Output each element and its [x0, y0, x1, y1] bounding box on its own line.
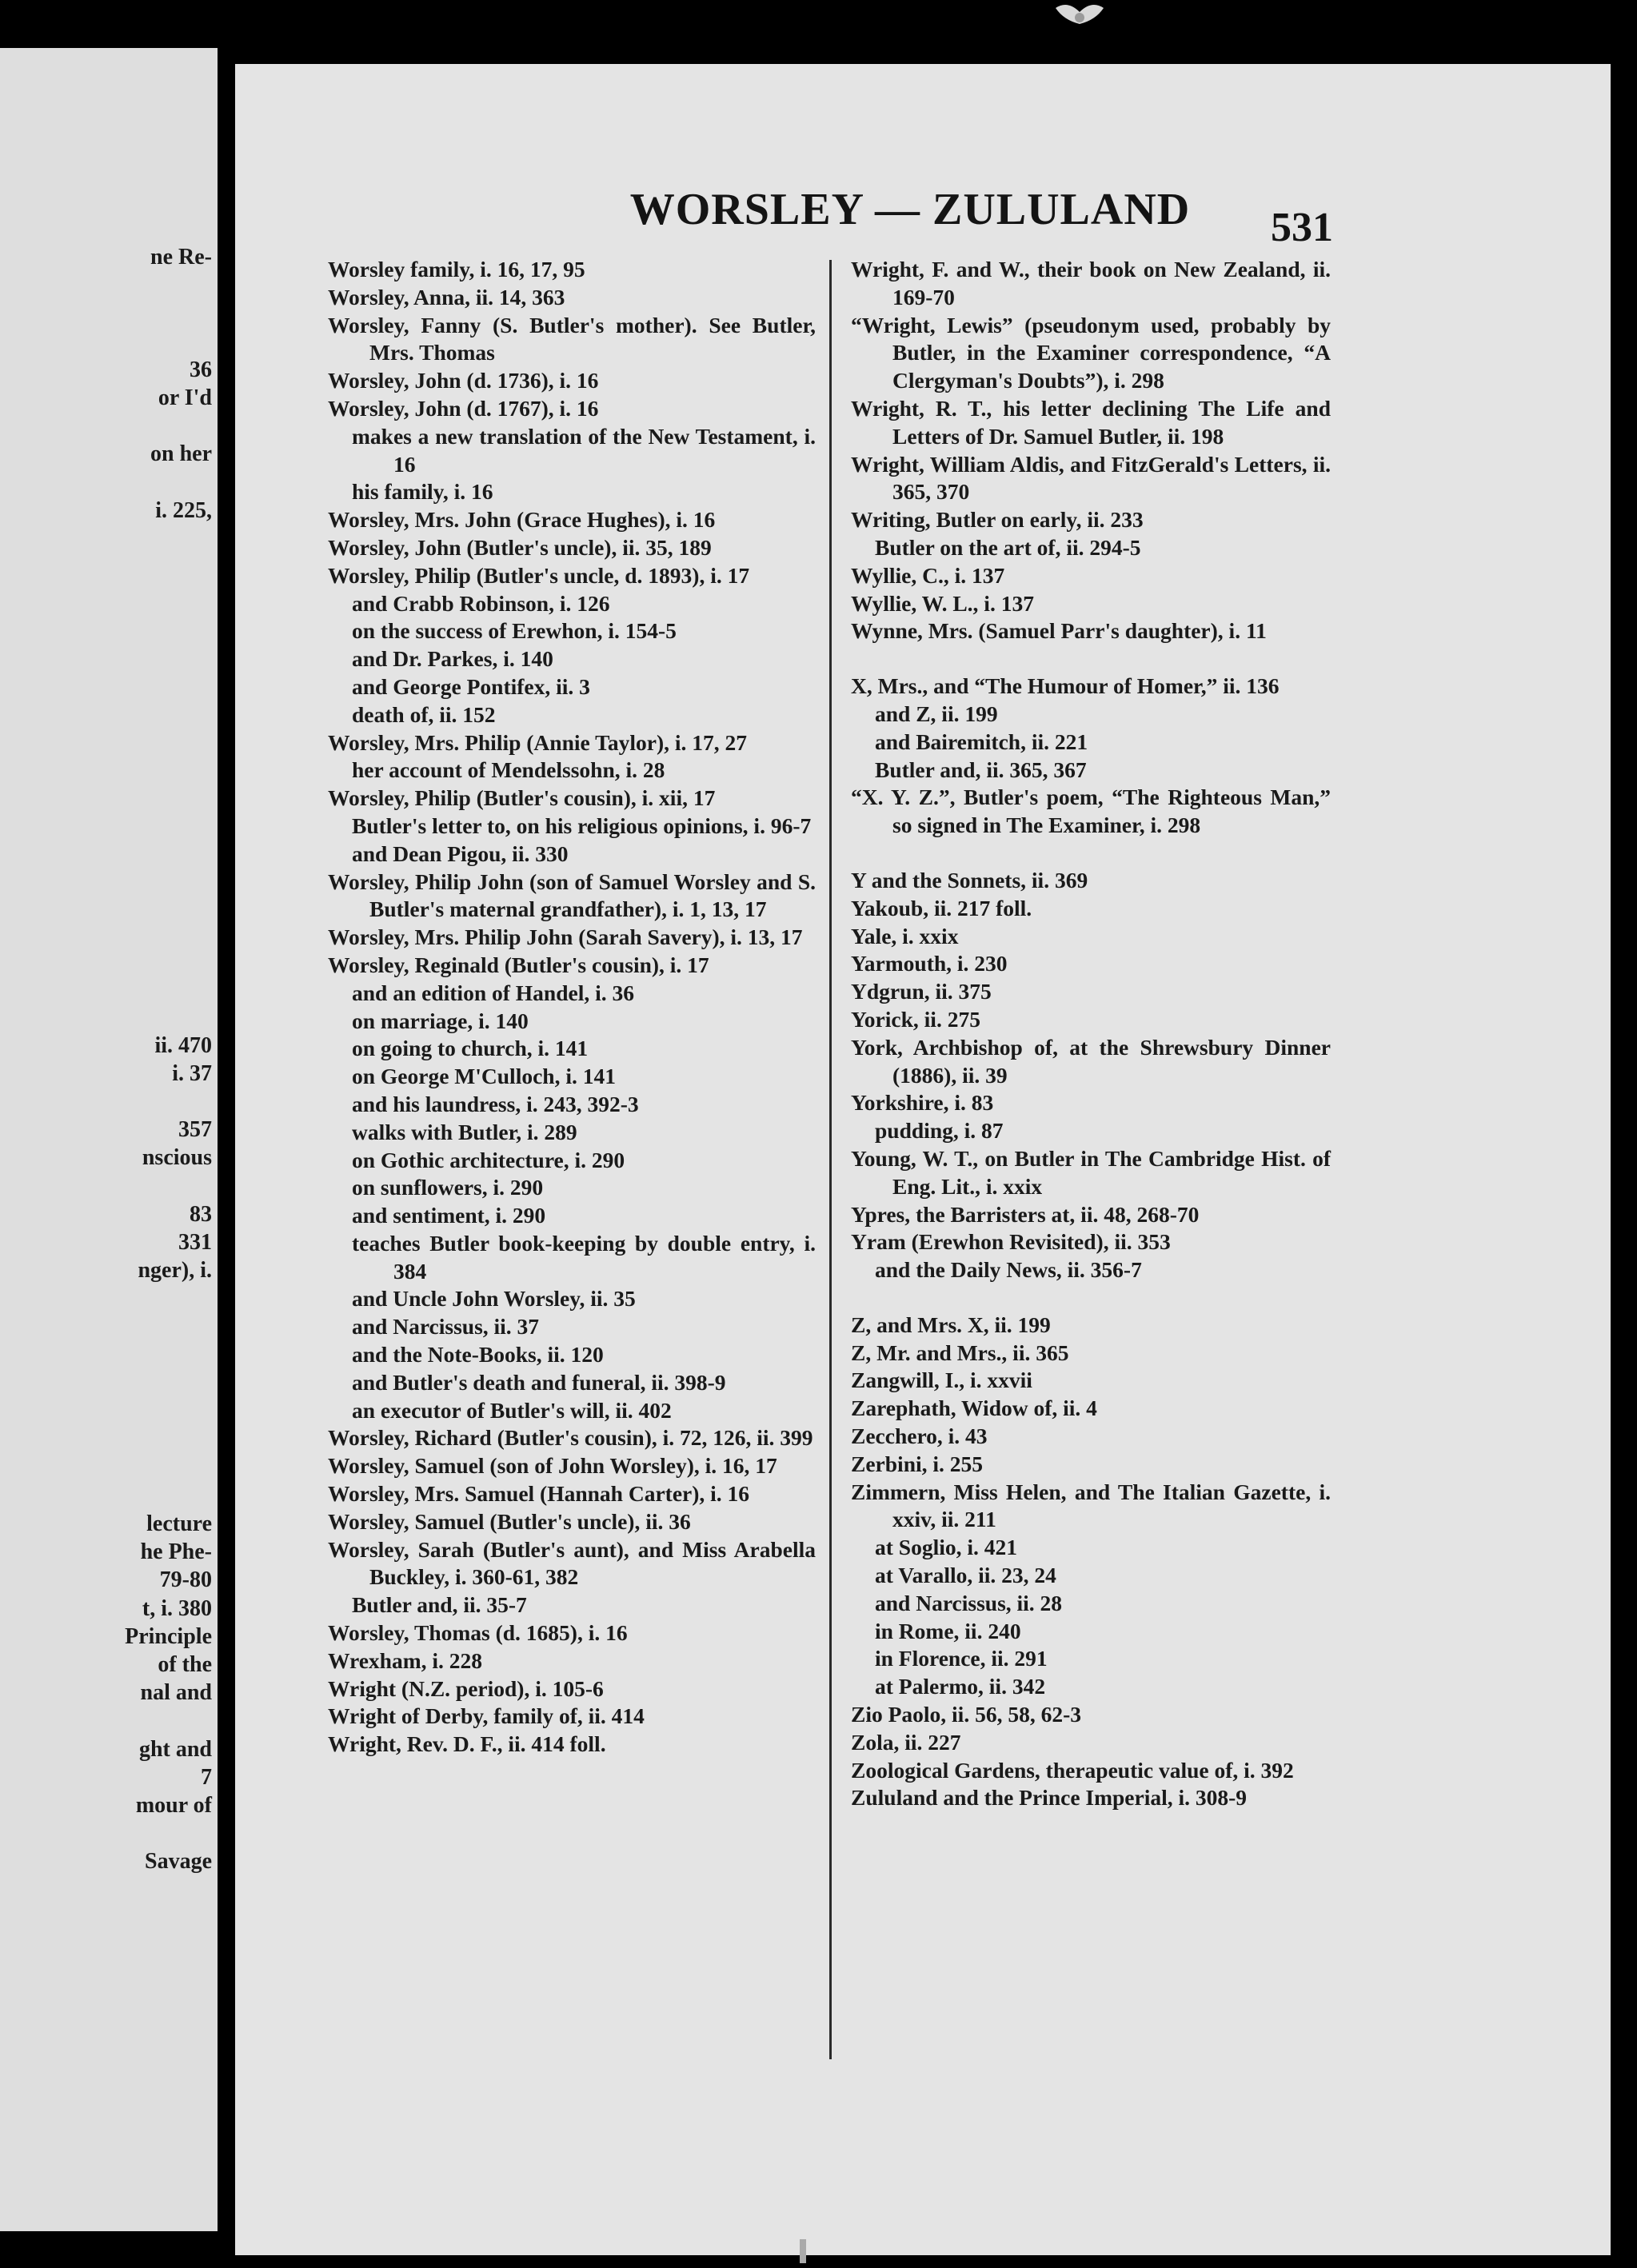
index-entry: Worsley, John (d. 1767), i. 16	[328, 395, 599, 421]
facing-page-fragment: 357	[178, 1117, 212, 1143]
index-subentry: Butler on the art of, ii. 294-5	[875, 534, 1141, 560]
index-subentry: in Rome, ii. 240	[875, 1618, 1021, 1643]
facing-page-fragment: i. 37	[172, 1060, 212, 1086]
index-entry: Zecchero, i. 43	[851, 1423, 988, 1449]
index-subentry: an executor of Butler's will, ii. 402	[352, 1397, 672, 1423]
index-subentry: at Palermo, ii. 342	[875, 1674, 1046, 1699]
index-subentry: Butler's letter to, on his religious opinions, i. 96-7	[352, 813, 812, 838]
index-entry: Worsley, Philip John (son of Samuel Worsley and S. Butler's maternal grandfather), i. 1, 13, 17	[328, 868, 816, 922]
facing-page-fragment: 331	[178, 1230, 212, 1255]
index-subentry: at Soglio, i. 421	[875, 1535, 1017, 1560]
index-subentry: and the Note-Books, ii. 120	[352, 1342, 604, 1368]
index-entry: Worsley, Mrs. Philip John (Sarah Savery), i. 13, 17	[328, 924, 803, 950]
facing-page-fragment: 79-80	[159, 1567, 212, 1593]
index-entry: Wynne, Mrs. (Samuel Parr's daughter), i. 11	[851, 618, 1267, 644]
page-header-title: WORSLEY — ZULULAND	[629, 185, 1191, 234]
index-entry: Wright of Derby, family of, ii. 414	[328, 1703, 645, 1729]
index-entry: Yarmouth, i. 230	[851, 951, 1008, 976]
index-entry: Zangwill, I., i. xxvii	[851, 1368, 1032, 1393]
index-entry: Worsley, Mrs. Samuel (Hannah Carter), i. 16	[328, 1481, 750, 1507]
index-entry: Ydgrun, ii. 375	[851, 979, 992, 1004]
index-entry: X, Mrs., and “The Humour of Homer,” ii. 136	[851, 673, 1280, 699]
index-entry: Worsley, Samuel (son of John Worsley), i. 16, 17	[328, 1453, 777, 1479]
index-entry: Worsley, Philip (Butler's cousin), i. xii, 17	[328, 785, 716, 811]
facing-page-fragment: lecture	[146, 1511, 212, 1536]
index-subentry: and Dean Pigou, ii. 330	[352, 841, 569, 866]
index-entry: Ypres, the Barristers at, ii. 48, 268-70	[851, 1201, 1200, 1227]
index-entry: Zarephath, Widow of, ii. 4	[851, 1396, 1097, 1421]
facing-page-fragment: ght and	[138, 1736, 212, 1762]
facing-page-fragment: 7	[201, 1764, 212, 1790]
section-gap	[851, 645, 1331, 673]
index-subentry: in Florence, ii. 291	[875, 1646, 1048, 1671]
facing-page-fragment: mour of	[135, 1793, 212, 1818]
index-entry: Yorick, ii. 275	[851, 1006, 980, 1032]
index-subentry: and Narcissus, ii. 28	[875, 1590, 1063, 1615]
facing-page-fragment: or I'd	[158, 385, 212, 410]
index-entry: Wright, R. T., his letter declining The Life and Letters of Dr. Samuel Butler, ii. 198	[851, 395, 1331, 449]
index-entry: Yakoub, ii. 217 foll.	[851, 895, 1032, 920]
index-entry: Worsley, John (Butler's uncle), ii. 35, 189	[328, 534, 712, 560]
index-subentry: and Bairemitch, ii. 221	[875, 729, 1088, 754]
index-entry: Young, W. T., on Butler in The Cambridge Hist. of Eng. Lit., i. xxix	[851, 1145, 1331, 1199]
facing-page-edge	[0, 48, 218, 2231]
index-entry: Worsley, Richard (Butler's cousin), i. 72, 126, ii. 399	[328, 1425, 813, 1451]
index-subentry: teaches Butler book-keeping by double entry, i. 384	[352, 1230, 816, 1284]
index-entry: Z, Mr. and Mrs., ii. 365	[851, 1340, 1069, 1365]
index-entry: Wright, Rev. D. F., ii. 414 foll.	[328, 1731, 606, 1757]
index-subentry: and George Pontifex, ii. 3	[352, 673, 590, 699]
facing-page-fragment: on her	[150, 441, 212, 467]
facing-page-fragment: nal and	[140, 1680, 212, 1706]
index-subentry: pudding, i. 87	[875, 1118, 1004, 1144]
index-entry: Worsley, Mrs. John (Grace Hughes), i. 16	[328, 507, 716, 533]
column-divider	[829, 260, 832, 2059]
facing-page-fragment: nger), i.	[138, 1258, 212, 1284]
index-entry: Zululand and the Prince Imperial, i. 308-9	[851, 1785, 1248, 1811]
index-subentry: Butler and, ii. 35-7	[352, 1592, 527, 1618]
index-subentry: her account of Mendelssohn, i. 28	[352, 757, 665, 783]
section-gap	[851, 1284, 1331, 1312]
index-entry: Yram (Erewhon Revisited), ii. 353	[851, 1229, 1171, 1255]
index-subentry: and Butler's death and funeral, ii. 398-9	[352, 1369, 726, 1395]
index-entry: Yorkshire, i. 83	[851, 1090, 994, 1116]
index-subentry: on marriage, i. 140	[352, 1008, 529, 1033]
ornament-icon	[1048, 0, 1112, 40]
index-page	[235, 64, 1611, 2255]
index-subentry: and Uncle John Worsley, ii. 35	[352, 1286, 636, 1312]
section-gap	[851, 840, 1331, 867]
index-entry: Zola, ii. 227	[851, 1729, 961, 1755]
index-subentry: on George M'Culloch, i. 141	[352, 1064, 616, 1089]
page-edge-mark	[800, 2239, 806, 2263]
index-entry: Zio Paolo, ii. 56, 58, 62-3	[851, 1702, 1081, 1727]
index-entry: “Wright, Lewis” (pseudonym used, probably by Butler, in the Examiner correspondence, “A Clergyman's Doubts”), i. 298	[851, 312, 1331, 393]
index-entry: Wrexham, i. 228	[328, 1647, 483, 1673]
index-subentry: and his laundress, i. 243, 392-3	[352, 1091, 639, 1116]
index-entry: Writing, Butler on early, ii. 233	[851, 507, 1144, 533]
index-entry: Worsley, Mrs. Philip (Annie Taylor), i. 17, 27	[328, 729, 748, 755]
index-subentry: on the success of Erewhon, i. 154-5	[352, 618, 677, 644]
index-subentry: and an edition of Handel, i. 36	[352, 980, 634, 1005]
facing-page-fragment: nscious	[142, 1145, 212, 1171]
facing-page-fragment: ne Re-	[150, 245, 212, 270]
index-subentry: and the Daily News, ii. 356-7	[875, 1257, 1142, 1283]
facing-page-fragment: 83	[190, 1201, 212, 1227]
index-subentry: makes a new translation of the New Testament, i. 16	[352, 423, 816, 477]
index-entry: Wright (N.Z. period), i. 105-6	[328, 1675, 604, 1701]
index-subentry: at Varallo, ii. 23, 24	[875, 1563, 1056, 1588]
facing-page-fragment: he Phe-	[140, 1539, 212, 1565]
facing-page-fragment: Savage	[145, 1849, 212, 1875]
index-entry: Worsley family, i. 16, 17, 95	[328, 257, 585, 282]
index-column-right	[851, 256, 1331, 1812]
index-subentry: on going to church, i. 141	[352, 1036, 589, 1061]
index-entry: Worsley, Anna, ii. 14, 363	[328, 284, 565, 309]
index-entry: Y and the Sonnets, ii. 369	[851, 867, 1088, 892]
index-entry: Worsley, Reginald (Butler's cousin), i. 17	[328, 952, 709, 977]
index-entry: Zimmern, Miss Helen, and The Italian Gazette, i. xxiv, ii. 211	[851, 1479, 1331, 1532]
index-entry: Zoological Gardens, therapeutic value of, i. 392	[851, 1757, 1294, 1783]
index-entry: Worsley, Philip (Butler's uncle, d. 1893), i. 17	[328, 562, 750, 588]
facing-page-fragment: i. 225,	[155, 497, 212, 523]
index-entry: Z, and Mrs. X, ii. 199	[851, 1312, 1051, 1337]
index-subentry: and Z, ii. 199	[875, 701, 998, 726]
book-gutter	[218, 32, 235, 2263]
index-entry: Worsley, John (d. 1736), i. 16	[328, 368, 599, 393]
index-entry: “X. Y. Z.”, Butler's poem, “The Righteous Man,” so signed in The Examiner, i. 298	[851, 785, 1331, 838]
index-subentry: and Dr. Parkes, i. 140	[352, 646, 553, 672]
index-entry: Worsley, Sarah (Butler's aunt), and Miss Arabella Buckley, i. 360-61, 382	[328, 1536, 816, 1590]
facing-page-fragment: Principle	[125, 1623, 212, 1649]
facing-page-fragment: ii. 470	[154, 1032, 212, 1058]
index-subentry: on sunflowers, i. 290	[352, 1175, 544, 1200]
index-subentry: walks with Butler, i. 289	[352, 1119, 577, 1144]
index-subentry: and Narcissus, ii. 37	[352, 1314, 540, 1340]
index-entry: York, Archbishop of, at the Shrewsbury Dinner (1886), ii. 39	[851, 1034, 1331, 1088]
index-entry: Wright, F. and W., their book on New Zealand, ii. 169-70	[851, 257, 1331, 309]
facing-page-fragment: 36	[190, 357, 212, 382]
index-subentry: his family, i. 16	[352, 479, 493, 505]
index-entry: Worsley, Thomas (d. 1685), i. 16	[328, 1620, 628, 1646]
index-entry: Zerbini, i. 255	[851, 1451, 984, 1476]
index-subentry: Butler and, ii. 365, 367	[875, 757, 1087, 782]
page-number: 531	[1271, 205, 1333, 250]
index-subentry: on Gothic architecture, i. 290	[352, 1147, 625, 1172]
index-subentry: and Crabb Robinson, i. 126	[352, 590, 610, 616]
index-entry: Wyllie, W. L., i. 137	[851, 590, 1034, 616]
index-entry: Wright, William Aldis, and FitzGerald's Letters, ii. 365, 370	[851, 451, 1331, 505]
index-entry: Wyllie, C., i. 137	[851, 562, 1005, 588]
facing-page-fragment: t, i. 380	[142, 1595, 212, 1621]
facing-page-fragment: of the	[158, 1652, 212, 1677]
index-entry: Worsley, Samuel (Butler's uncle), ii. 36	[328, 1508, 691, 1534]
index-entry: Worsley, Fanny (S. Butler's mother). See Butler, Mrs. Thomas	[328, 312, 816, 365]
index-subentry: and sentiment, i. 290	[352, 1203, 546, 1228]
index-column-left	[328, 256, 816, 1759]
index-subentry: death of, ii. 152	[352, 701, 496, 727]
index-entry: Yale, i. xxix	[851, 923, 959, 948]
